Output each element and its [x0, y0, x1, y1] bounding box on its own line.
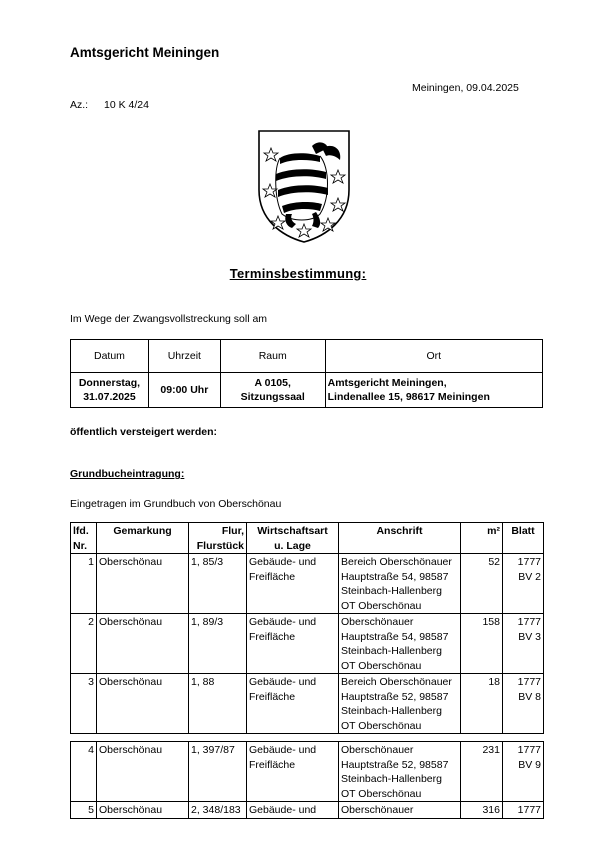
cell-flur: 1, 88 — [189, 674, 247, 734]
az-label: Az.: — [70, 99, 89, 111]
cell-anschrift: Oberschönauer Hauptstraße 54, 98587 Steinbach-Hallenberg OT Oberschönau — [339, 614, 461, 674]
grundbuch-intro: Eingetragen im Grundbuch von Oberschönau — [70, 498, 282, 510]
cell-nr: 4 — [71, 742, 97, 802]
place-date: Meiningen, 09.04.2025 — [412, 82, 519, 94]
grundbuch-header-cell: Blatt — [503, 523, 544, 554]
cell-nr: 2 — [71, 614, 97, 674]
cell-blatt: 1777 BV 3 — [503, 614, 544, 674]
table-row — [71, 614, 544, 674]
cell-gemarkung: Oberschönau — [97, 614, 189, 674]
cell-wirtschaftsart: Gebäude- und Freifläche — [247, 554, 339, 614]
cell-anschrift: Oberschönauer — [339, 802, 461, 819]
cell-m2: 316 — [461, 802, 503, 819]
cell-nr: 3 — [71, 674, 97, 734]
cell-m2: 52 — [461, 554, 503, 614]
grundbuch-title: Grundbucheintragung: — [70, 468, 185, 480]
cell-blatt: 1777 BV 2 — [503, 554, 544, 614]
cell-wirtschaftsart: Gebäude- und — [247, 802, 339, 819]
grundbuch-table-continued — [70, 741, 544, 819]
thuringia-coat-of-arms-icon — [256, 128, 352, 244]
termin-header-row — [71, 340, 543, 373]
termin-raum: A 0105, Sitzungssaal — [220, 373, 325, 408]
grundbuch-header-row — [71, 523, 544, 554]
header-uhrzeit: Uhrzeit — [148, 340, 220, 373]
termin-datum: Donnerstag, 31.07.2025 — [71, 373, 149, 408]
cell-blatt: 1777 — [503, 802, 544, 819]
auction-statement: öffentlich versteigert werden: — [70, 426, 218, 438]
grundbuch-header-cell: Wirtschaftsart u. Lage — [247, 523, 339, 554]
header-ort: Ort — [325, 340, 542, 373]
cell-wirtschaftsart: Gebäude- und Freifläche — [247, 674, 339, 734]
cell-flur: 2, 348/183 — [189, 802, 247, 819]
table-row — [71, 802, 544, 819]
grundbuch-header-cell: lfd. Nr. — [71, 523, 97, 554]
cell-gemarkung: Oberschönau — [97, 554, 189, 614]
cell-anschrift: Bereich Oberschönauer Hauptstraße 52, 98587 Steinbach-Hallenberg OT Oberschönau — [339, 674, 461, 734]
table-row — [71, 674, 544, 734]
cell-m2: 18 — [461, 674, 503, 734]
document-heading: Terminsbestimmung: — [229, 266, 367, 281]
az-value: 10 K 4/24 — [104, 99, 149, 111]
cell-blatt: 1777 BV 8 — [503, 674, 544, 734]
termin-table — [70, 339, 543, 408]
cell-flur: 1, 397/87 — [189, 742, 247, 802]
cell-gemarkung: Oberschönau — [97, 742, 189, 802]
grundbuch-header-cell: m² — [461, 523, 503, 554]
intro-text: Im Wege der Zwangsvollstreckung soll am — [70, 313, 268, 325]
cell-nr: 5 — [71, 802, 97, 819]
header-datum: Datum — [71, 340, 149, 373]
cell-nr: 1 — [71, 554, 97, 614]
grundbuch-table — [70, 522, 544, 734]
cell-anschrift: Bereich Oberschönauer Hauptstraße 54, 98587 Steinbach-Hallenberg OT Oberschönau — [339, 554, 461, 614]
termin-data-row — [71, 373, 543, 408]
termin-ort: Amtsgericht Meiningen, Lindenallee 15, 98617 Meiningen — [325, 373, 542, 408]
cell-wirtschaftsart: Gebäude- und Freifläche — [247, 742, 339, 802]
termin-uhrzeit: 09:00 Uhr — [148, 373, 220, 408]
grundbuch-header-cell: Flur, Flurstück — [189, 523, 247, 554]
court-name: Amtsgericht Meiningen — [70, 45, 220, 60]
grundbuch-header-cell: Anschrift — [339, 523, 461, 554]
table-row — [71, 554, 544, 614]
cell-wirtschaftsart: Gebäude- und Freifläche — [247, 614, 339, 674]
cell-flur: 1, 85/3 — [189, 554, 247, 614]
cell-m2: 231 — [461, 742, 503, 802]
cell-m2: 158 — [461, 614, 503, 674]
header-raum: Raum — [220, 340, 325, 373]
cell-flur: 1, 89/3 — [189, 614, 247, 674]
grundbuch-header-cell: Gemarkung — [97, 523, 189, 554]
table-row — [71, 742, 544, 802]
cell-gemarkung: Oberschönau — [97, 802, 189, 819]
cell-anschrift: Oberschönauer Hauptstraße 52, 98587 Steinbach-Hallenberg OT Oberschönau — [339, 742, 461, 802]
cell-blatt: 1777 BV 9 — [503, 742, 544, 802]
cell-gemarkung: Oberschönau — [97, 674, 189, 734]
